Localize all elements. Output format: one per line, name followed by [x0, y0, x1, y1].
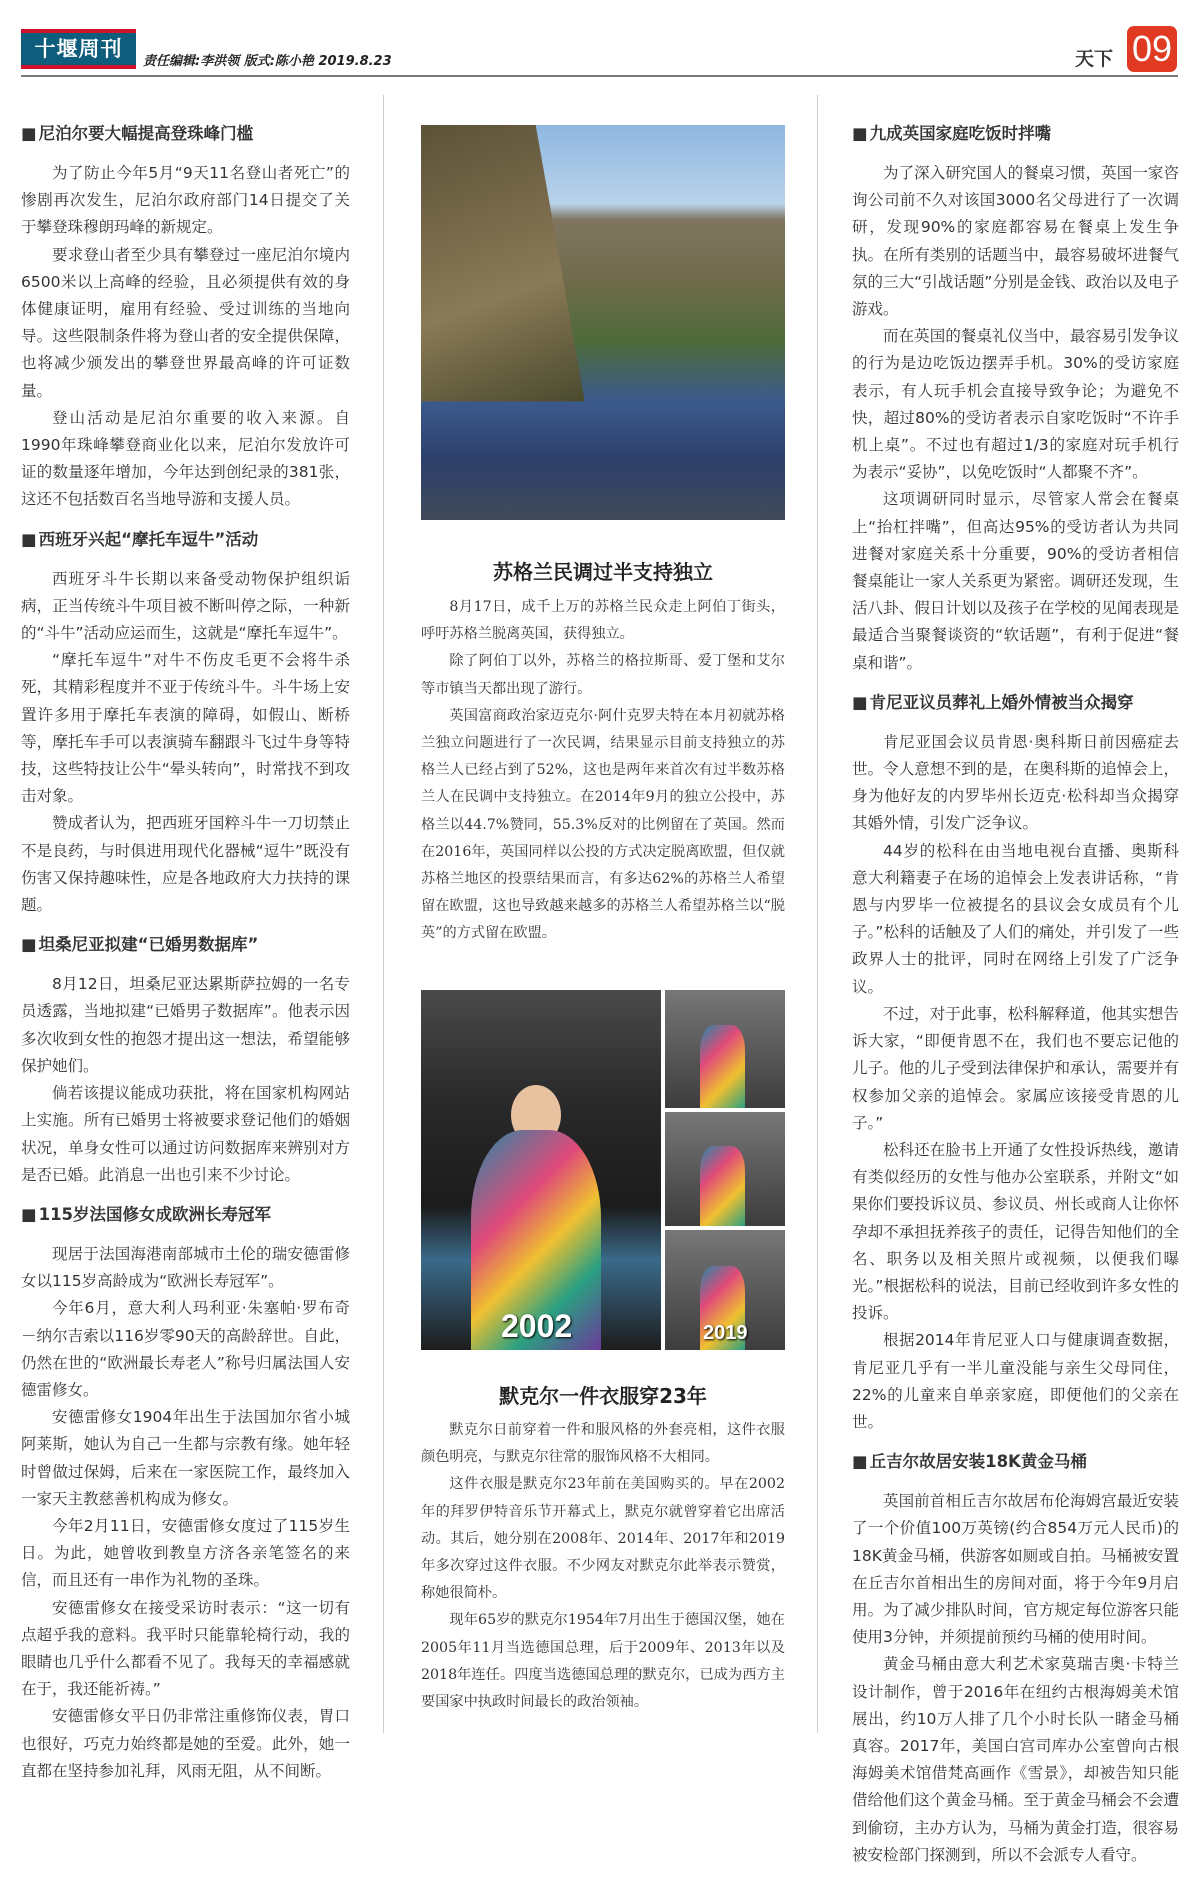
scotland-march-photo [421, 125, 785, 520]
merkel-photo-small [665, 1112, 785, 1226]
paragraph: 英国前首相丘吉尔故居布伦海姆宫最近安装了一个价值100万英镑(约合854万元人民币)的18K黄金马桶，供游客如厕或自拍。马桶被安置在丘吉尔首相出生的房间对面，将于今年9月启用。为了减少排队时间，官方规定每位游客只能使用3分钟，并须提前预约马桶的使用时间。 [852, 1492, 1179, 1647]
merkel-2019-photo [665, 1230, 785, 1350]
brief-headline: ■ 尼泊尔要大幅提高登珠峰门槛 [21, 122, 350, 146]
brief-headline: ■ 坦桑尼亚拟建“已婚男数据库” [21, 933, 350, 957]
news-brief [852, 122, 1179, 677]
news-brief [21, 933, 350, 1189]
paragraph: 为了深入研究国人的餐桌习惯，英国一家咨询公司前不久对该国3000名父母进行了一次调研，发现90%的家庭都容易在餐桌上发生争执。在所有类别的话题当中，最容易破坏进餐气氛的三大“引战话题”分别是金钱、政治以及电子游戏。 [852, 164, 1179, 319]
column-divider [817, 95, 818, 1733]
header-rule [21, 75, 1178, 77]
section-name: 天下 [1075, 48, 1114, 70]
paragraph: “摩托车逗牛”对牛不伤皮毛更不会将牛杀死，其精彩程度并不亚于传统斗牛。斗牛场上安置许多用于摩托车表演的障碍，如假山、断桥等，摩托车手可以表演骑车翻跟斗飞过牛身等特技，这些特技让公牛“晕头转向”，时常找不到攻击对象。 [21, 651, 350, 806]
story-title-scotland: 苏格兰民调过半支持独立 [493, 560, 713, 584]
merkel-2002-photo [421, 990, 661, 1350]
brief-headline: ■ 九成英国家庭吃饭时拌嘴 [852, 122, 1179, 146]
photo-year-label: 2002 [501, 1308, 573, 1344]
merkel-photo-collage [421, 990, 785, 1350]
paragraph: 为了防止今年5月“9天11名登山者死亡”的惨剧再次发生，尼泊尔政府部门14日提交了关于攀登珠穆朗玛峰的新规定。 [21, 164, 350, 237]
paragraph: 松科还在脸书上开通了女性投诉热线，邀请有类似经历的女性与他办公室联系，并附文“如果你们要投诉议员、参议员、州长或商人让你怀孕却不承担抚养孩子的责任，记得告知他们的全名、职务以及相关照片或视频，以便我们曝光。”根据松科的说法，目前已经收到许多女性的投诉。 [852, 1140, 1179, 1323]
paragraph: 8月17日，成千上万的苏格兰民众走上阿伯丁街头，呼吁苏格兰脱离英国，获得独立。 [421, 599, 785, 643]
photo-year-label: 2019 [703, 1322, 748, 1344]
merkel-photo-small [665, 990, 785, 1108]
story-body-merkel [421, 1417, 785, 1716]
left-column [21, 122, 350, 1799]
paragraph: 现年65岁的默克尔1954年7月出生于德国汉堡，她在2005年11月当选德国总理，后于2009年、2013年以及2018年连任。四度当选德国总理的默克尔，已成为西方主要国家中执政时间最长的政治领袖。 [421, 1612, 785, 1711]
paragraph: 现居于法国海港南部城市土伦的瑞安德雷修女以115岁高龄成为“欧洲长寿冠军”。 [21, 1244, 350, 1291]
masthead-logo: 十堰周刊 [21, 29, 136, 69]
brief-headline: ■ 西班牙兴起“摩托车逗牛”活动 [21, 528, 350, 552]
paragraph: 英国富商政治家迈克尔·阿什克罗夫特在本月初就苏格兰独立问题进行了一次民调，结果显示目前支持独立的苏格兰人已经占到了52%，这也是两年来首次有过半数苏格兰人在民调中支持独立。在2014年9月的独立公投中，苏格兰以44.7%赞同，55.3%反对的比例留在了英国。然而在2016年，英国同样以公投的方式决定脱离欧盟，但仅就苏格兰地区的投票结果而言，有多达62%的苏格兰人希望留在欧盟，这也导致越来越多的苏格兰人希望苏格兰以“脱英”的方式留在欧盟。 [421, 707, 785, 942]
story-title-merkel: 默克尔一件衣服穿23年 [499, 1384, 707, 1408]
photo-cliff [421, 125, 585, 402]
paragraph: 今年6月，意大利人玛利亚·朱塞帕·罗布奇－纳尔吉索以116岁零90天的高龄辞世。自此，仍然在世的“欧洲最长寿老人”称号归属法国人安德雷修女。 [21, 1299, 350, 1399]
brief-headline: ■ 115岁法国修女成欧洲长寿冠军 [21, 1203, 350, 1227]
paragraph: 肯尼亚国会议员肯恩·奥科斯日前因癌症去世。令人意想不到的是，在奥科斯的追悼会上，身为他好友的内罗毕州长迈克·松科却当众揭穿其婚外情，引发广泛争议。 [852, 732, 1179, 833]
brief-headline: ■ 丘吉尔故居安装18K黄金马桶 [852, 1450, 1179, 1474]
news-brief [21, 528, 350, 920]
column-divider [383, 95, 384, 1733]
paragraph: 不过，对于此事，松科解释道，他其实想告诉大家，“即便肯恩不在，我们也不要忘记他的儿子。他的儿子受到法律保护和承认，需要并有权参加父亲的追悼会。家属应该接受肯恩的儿子。” [852, 1004, 1179, 1132]
page-number-badge: 09 [1127, 26, 1177, 72]
news-brief [852, 1450, 1179, 1869]
paragraph: 黄金马桶由意大利艺术家莫瑞吉奥·卡特兰设计制作，曾于2016年在纽约古根海姆美术馆展出，约10万人排了几个小时长队一睹金马桶真容。2017年，美国白宫司库办公室曾向古根海姆美术馆借梵高画作《雪景》，却被告知只能借给他们这个黄金马桶。至于黄金马桶会不会遭到偷窃，主办方认为，马桶为黄金打造，很容易被安检部门探测到，所以不会派专人看守。 [852, 1655, 1179, 1864]
paragraph: 安德雷修女平日仍非常注重修饰仪表，胃口也很好，巧克力始终都是她的至爱。此外，她一直都在坚持参加礼拜，风雨无阻，从不间断。 [21, 1707, 350, 1780]
paragraph: 登山活动是尼泊尔重要的收入来源。自1990年珠峰攀登商业化以来，尼泊尔发放许可证的数量逐年增加，今年达到创纪录的381张，这还不包括数百名当地导游和支援人员。 [21, 408, 350, 509]
news-brief [21, 122, 350, 514]
photo-dress [700, 1146, 745, 1226]
paragraph: 要求登山者至少具有攀登过一座尼泊尔境内6500米以上高峰的经验，且必须提供有效的身体健康证明，雇用有经验、受过训练的当地向导。这些限制条件将为登山者的安全提供保障，也将减少颁发出的攀登世界最高峰的许可证数量。 [21, 245, 350, 400]
paragraph: 默克尔日前穿着一件和服风格的外套亮相，这件衣服颜色明亮，与默克尔往常的服饰风格不大相同。 [421, 1422, 785, 1466]
brief-headline: ■ 肯尼亚议员葬礼上婚外情被当众揭穿 [852, 691, 1179, 715]
news-brief [852, 691, 1179, 1436]
editor-credits: 责任编辑:李洪领 版式:陈小艳 2019.8.23 [143, 54, 392, 69]
paragraph: 除了阿伯丁以外，苏格兰的格拉斯哥、爱丁堡和艾尔等市镇当天都出现了游行。 [421, 653, 785, 697]
paragraph: 安德雷修女1904年出生于法国加尔省小城阿莱斯，她认为自己一生都与宗教有缘。她年轻时曾做过保姆，后来在一家医院工作，最终加入一家天主教慈善机构成为修女。 [21, 1408, 350, 1508]
paragraph: 而在英国的餐桌礼仪当中，最容易引发争议的行为是边吃饭边摆弄手机。30%的受访家庭表示，有人玩手机会直接导致争论；为避免不快，超过80%的受访者表示自家吃饭时“不许手机上桌”。不过也有超过1/3的家庭对玩手机行为表示“妥协”，以免吃饭时“人都聚不齐”。 [852, 327, 1179, 482]
news-brief [21, 1203, 350, 1785]
right-column [852, 122, 1179, 1883]
paragraph: 倘若该提议能成功获批，将在国家机构网站上实施。所有已婚男士将被要求登记他们的婚姻状况，单身女性可以通过访问数据库来辨别对方是否已婚。此消息一出也引来不少讨论。 [21, 1084, 350, 1184]
paragraph: 安德雷修女在接受采访时表示：“这一切有点超乎我的意料。我平时只能靠轮椅行动，我的眼睛也几乎什么都看不见了。我每天的幸福感就在于，我还能祈祷。” [21, 1598, 350, 1699]
paragraph: 这件衣服是默克尔23年前在美国购买的。早在2002年的拜罗伊特音乐节开幕式上，默克尔就曾穿着它出席活动。其后，她分别在2008年、2014年、2017年和2019年多次穿过这件衣服。不少网友对默克尔此举表示赞赏，称她很简朴。 [421, 1476, 785, 1602]
paragraph: 今年2月11日，安德雷修女度过了115岁生日。为此，她曾收到教皇方济各亲笔签名的来信，而且还有一串作为礼物的圣珠。 [21, 1516, 350, 1590]
paragraph: 8月12日，坦桑尼亚达累斯萨拉姆的一名专员透露，当地拟建“已婚男子数据库”。他表示因多次收到女性的抱怨才提出这一想法，希望能够保护她们。 [21, 975, 350, 1075]
paragraph: 西班牙斗牛长期以来备受动物保护组织诟病，正当传统斗牛项目被不断叫停之际，一种新的“斗牛”活动应运而生，这就是“摩托车逗牛”。 [21, 569, 350, 643]
story-body-scotland [421, 594, 785, 948]
paragraph: 44岁的松科在由当地电视台直播、奥斯科意大利籍妻子在场的追悼会上发表讲话称，“肯恩与内罗毕一位被提名的县议会女成员有个儿子。”松科的话触及了人们的痛处，并引发了一些政界人士的批评，同时在网络上引发了广泛争议。 [852, 841, 1179, 996]
photo-dress [700, 1025, 745, 1108]
paragraph: 根据2014年肯尼亚人口与健康调查数据，肯尼亚几乎有一半儿童没能与亲生父母同住，22%的儿童来自单亲家庭，即便他们的父亲在世。 [852, 1331, 1179, 1431]
paragraph: 赞成者认为，把西班牙国粹斗牛一刀切禁止不是良药，与时俱进用现代化器械“逗牛”既没有伤害又保持趣味性，应是各地政府大力扶持的课题。 [21, 814, 350, 915]
paragraph: 这项调研同时显示，尽管家人常会在餐桌上“抬杠拌嘴”，但高达95%的受访者认为共同进餐对家庭关系十分重要，90%的受访者相信餐桌能让一家人关系更为紧密。调研还发现，生活八卦、假日计划以及孩子在学校的见闻表现是最适合当聚餐谈资的“软话题”，有利于促进“餐桌和谐”。 [852, 490, 1179, 672]
